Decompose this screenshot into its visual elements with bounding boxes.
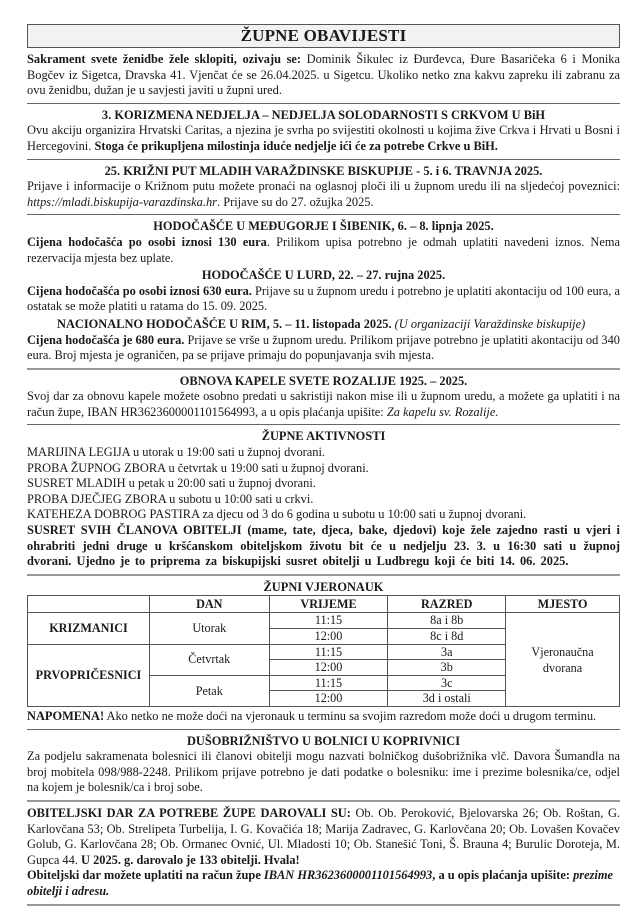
- place-cell: [506, 613, 620, 707]
- family-gift-payment-desc: prezime obitelji i adresu.: [27, 868, 613, 898]
- divider: [27, 904, 620, 906]
- class-cell: 3d i ostali: [388, 691, 506, 707]
- way-of-cross-link[interactable]: https://mladi.biskupija-varazdinska.hr: [27, 194, 217, 209]
- class-cell: 3a: [388, 644, 506, 660]
- pilgrimage-rome-note: (U organizaciji Varaždinske biskupije): [391, 316, 586, 331]
- divider: [27, 574, 620, 576]
- time-cell: 11:15: [269, 644, 388, 660]
- family-gift-text: [27, 806, 620, 868]
- pilgrimage-lourdes-title: HODOČAŠĆE U LURD, 22. – 27. rujna 2025.: [201, 268, 446, 283]
- way-of-cross-text: [27, 179, 620, 210]
- chapel-renovation-body: Svoj dar za obnovu kapele možete osobno predati u sakristiji nakon mise ili u župnom uredu, a možete ga uplatiti i na račun župe, IBAN HR3623600001101564993, a u opis plaćanja upišite:: [27, 389, 620, 419]
- divider: [27, 368, 620, 370]
- marriage-text: Dominik Šikulec iz Đurđevca, Đure Basaričeka 6 i Monika Bogčev iz Sigetca, Dravska 41. Vjenčat će se 26.04.2025. u Sigetcu. Ukoliko netko zna kakvu zapreku ili zabranu za ovu ženidbu, dužan je u savjesti javiti u župni ured.: [27, 52, 620, 98]
- hospital-ministry-text: Za podjelu sakramenata bolesnici ili članovi obitelji mogu nazvati bolničkog dušobrižnika vlč. Davora Šumandla na broj mobitela 098/988-2248. Prilikom prijave potrebno je dati podatke o bolesniku: ime i prezime bolesnika/ce, odjel na kojem je bolesnik/ca i broj sobe.: [27, 749, 620, 795]
- activity-item: SUSRET MLADIH u petak u 20:00 sati u župnoj dvorani.: [27, 476, 316, 491]
- pilgrimage-rome-heading: NACIONALNO HODOČAŠĆE U RIM, 5. – 11. listopada 2025.: [57, 316, 392, 331]
- family-gift-lead: OBITELJSKI DAR ZA POTREBE ŽUPE DAROVALI SU:: [27, 805, 351, 820]
- chapel-renovation-text: [27, 389, 620, 420]
- chapel-renovation-title: OBNOVA KAPELE SVETE ROZALIJE 1925. – 2025.: [179, 373, 468, 388]
- family-gift-iban: IBAN HR3623600001101564993: [263, 868, 433, 883]
- activity-item: PROBA ŽUPNOG ZBORA u četvrtak u 19:00 sati u župnoj dvorani.: [27, 460, 369, 475]
- pilgrimage-rome-text: [27, 333, 620, 364]
- activities-list: [27, 445, 620, 523]
- time-cell: 12:00: [269, 660, 388, 676]
- day-cell: Petak: [149, 675, 269, 706]
- time-cell: 11:15: [269, 613, 388, 629]
- divider: [27, 103, 620, 104]
- lent-sunday-text: [27, 123, 620, 154]
- pilgrimage-lourdes-body: Prijave su u župnom uredu i potrebno je uplatiti akontaciju od 100 eura, a ostatak se može platiti u ratama do 15. 09. 2025.: [27, 283, 620, 314]
- catechism-note-label: NAPOMENA!: [27, 708, 105, 723]
- catechism-table: [27, 595, 620, 707]
- activity-item: PROBA DJEČJEG ZBORA u subotu u 10:00 sati u crkvi.: [27, 491, 314, 506]
- family-gift-payment: [27, 868, 620, 899]
- lent-sunday-title: 3. KORIZMENA NEDJELJA – NEDJELJA SOLODARNOSTI S CRKVOM U BiH: [101, 107, 546, 122]
- family-gift-count: U 2025. g. darovalo je 133 obitelji. Hvala!: [81, 852, 300, 867]
- chapel-renovation-payment-desc: Za kapelu sv. Rozalije.: [386, 404, 499, 419]
- time-cell: 12:00: [269, 691, 388, 707]
- header-place: MJESTO: [506, 596, 620, 613]
- parish-activities-title: ŽUPNE AKTIVNOSTI: [261, 429, 386, 444]
- day-cell: Utorak: [149, 613, 269, 644]
- family-gift-donors: Ob. Ob. Peroković, Bjelovarska 26; Ob. Roštan, G. Karlovčana 53; Ob. Strelipeta Turbelija, I. G. Kovačića 18; Marija Zadravec, G. Karlovčana 20; Ob. Lovašen Kovačev Golub, G. Karlovčana 28; Ob. Ormanec Ovnić, Ul. Mladosti 10; Ob. Stanešić Toni, Š. Brauna 4; Burulic Doroteja, M. Gupca 44.: [27, 805, 620, 867]
- header-day: DAN: [149, 596, 269, 613]
- pilgrimage-medjugorje-price: Cijena hodočašća po osobi iznosi 130 eura: [27, 234, 267, 249]
- table-row: [28, 613, 620, 629]
- divider: [27, 800, 620, 802]
- class-cell: 3b: [388, 660, 506, 676]
- family-gift-payment-text: Obiteljski dar možete uplatiti na račun župe: [27, 868, 264, 883]
- pilgrimage-lourdes-text: [27, 284, 620, 315]
- day-cell: Četvrtak: [149, 644, 269, 675]
- divider: [27, 729, 620, 730]
- pilgrimage-rome-price: Cijena hodočašća je 680 eura.: [27, 332, 185, 347]
- divider: [27, 159, 620, 160]
- catechism-note: [27, 709, 620, 725]
- marriage-lead: Sakrament svete ženidbe žele sklopiti, ozivaju se:: [27, 52, 302, 66]
- table-header-row: [28, 596, 620, 613]
- pilgrimage-medjugorje-title: HODOČAŠĆE U MEĐUGORJE I ŠIBENIK, 6. – 8. lipnja 2025.: [153, 219, 494, 234]
- class-cell: 3c: [388, 675, 506, 691]
- hospital-ministry-title: DUŠOBRIŽNIŠTVO U BOLNICI U KOPRIVNICI: [186, 733, 461, 748]
- class-cell: 8a i 8b: [388, 613, 506, 629]
- pilgrimage-medjugorje-body: . Prilikom upisa potrebno je odmah uplatiti navedeni iznos. Nema rezervacija mjesta bez uplate.: [27, 234, 620, 265]
- group-name: KRIZMANICI: [28, 613, 150, 644]
- pilgrimage-medjugorje-text: [27, 235, 620, 266]
- header-group: [28, 596, 150, 613]
- page-title: ŽUPNE OBAVIJESTI: [27, 24, 620, 48]
- way-of-cross-body: Prijave i informacije o Križnom putu možete pronaći na oglasnoj ploči ili u župnom uredu ili na sljedećoj poveznici:: [27, 179, 620, 194]
- pilgrimage-rome-body: Prijave se vrše u župnom uredu. Prilikom prijave potrebno je uplatiti akontaciju od 340 eura. Broj mjesta je ograničen, pa se prijave primaju do popunjavanja svih mjesta.: [27, 332, 620, 363]
- place-text: Vjeronaučna dvorana: [531, 644, 594, 675]
- family-meeting-text: SUSRET SVIH ČLANOVA OBITELJI (mame, tate, djeca, bake, djedovi) koje žele zajedno rasti u vjeri i ohrabriti jedni druge u kršćanskom obiteljskom životu bit će u nedjelju 23. 3. u 16:30 sati u župnoj dvorani. Ujedno je to priprema za biskupijski susret obitelji u Ludbregu koji će biti 14. 06. 2025.: [27, 523, 620, 569]
- class-cell: 8c i 8d: [388, 629, 506, 645]
- header-time: VRIJEME: [269, 596, 388, 613]
- catechism-title: ŽUPNI VJERONAUK: [263, 579, 384, 594]
- divider: [27, 424, 620, 425]
- marriage-announcement: [27, 52, 620, 99]
- way-of-cross-deadline: . Prijave su do 27. ožujka 2025.: [217, 194, 374, 209]
- pilgrimage-lourdes-price: Cijena hodočašća po osobi iznosi 630 eura.: [27, 283, 252, 298]
- time-cell: 12:00: [269, 629, 388, 645]
- pilgrimage-rome-title: [27, 317, 620, 333]
- family-gift-payment-text2: , a u opis plaćanja upišite:: [432, 868, 574, 883]
- activity-item: KATEHEZA DOBROG PASTIRA za djecu od 3 do 6 godina u subotu u 10:00 sati u župnoj dvorani.: [27, 507, 527, 522]
- lent-sunday-body: Ovu akciju organizira Hrvatski Caritas, a njezina je svrha po svijestiti okolnosti u kojima žive Crkva i Hrvati u Bosni i Hercegovini.: [27, 123, 620, 153]
- divider: [27, 214, 620, 215]
- header-class: RAZRED: [388, 596, 506, 613]
- activity-item: MARIJINA LEGIJA u utorak u 19:00 sati u župnoj dvorani.: [27, 445, 326, 460]
- catechism-note-text: Ako netko ne može doći na vjeronauk u terminu sa svojim razredom može doći u drugom terminu.: [104, 708, 597, 723]
- lent-sunday-bold: Stoga će prikupljena milostinja iduće nedjelje ići će za potrebe Crkve u BiH.: [94, 138, 498, 153]
- time-cell: 11:15: [269, 675, 388, 691]
- group-name: PRVOPRIČESNICI: [28, 644, 150, 706]
- way-of-cross-title: 25. KRIŽNI PUT MLADIH VARAŽDINSKE BISKUPIJE - 5. i 6. TRAVNJA 2025.: [104, 163, 543, 178]
